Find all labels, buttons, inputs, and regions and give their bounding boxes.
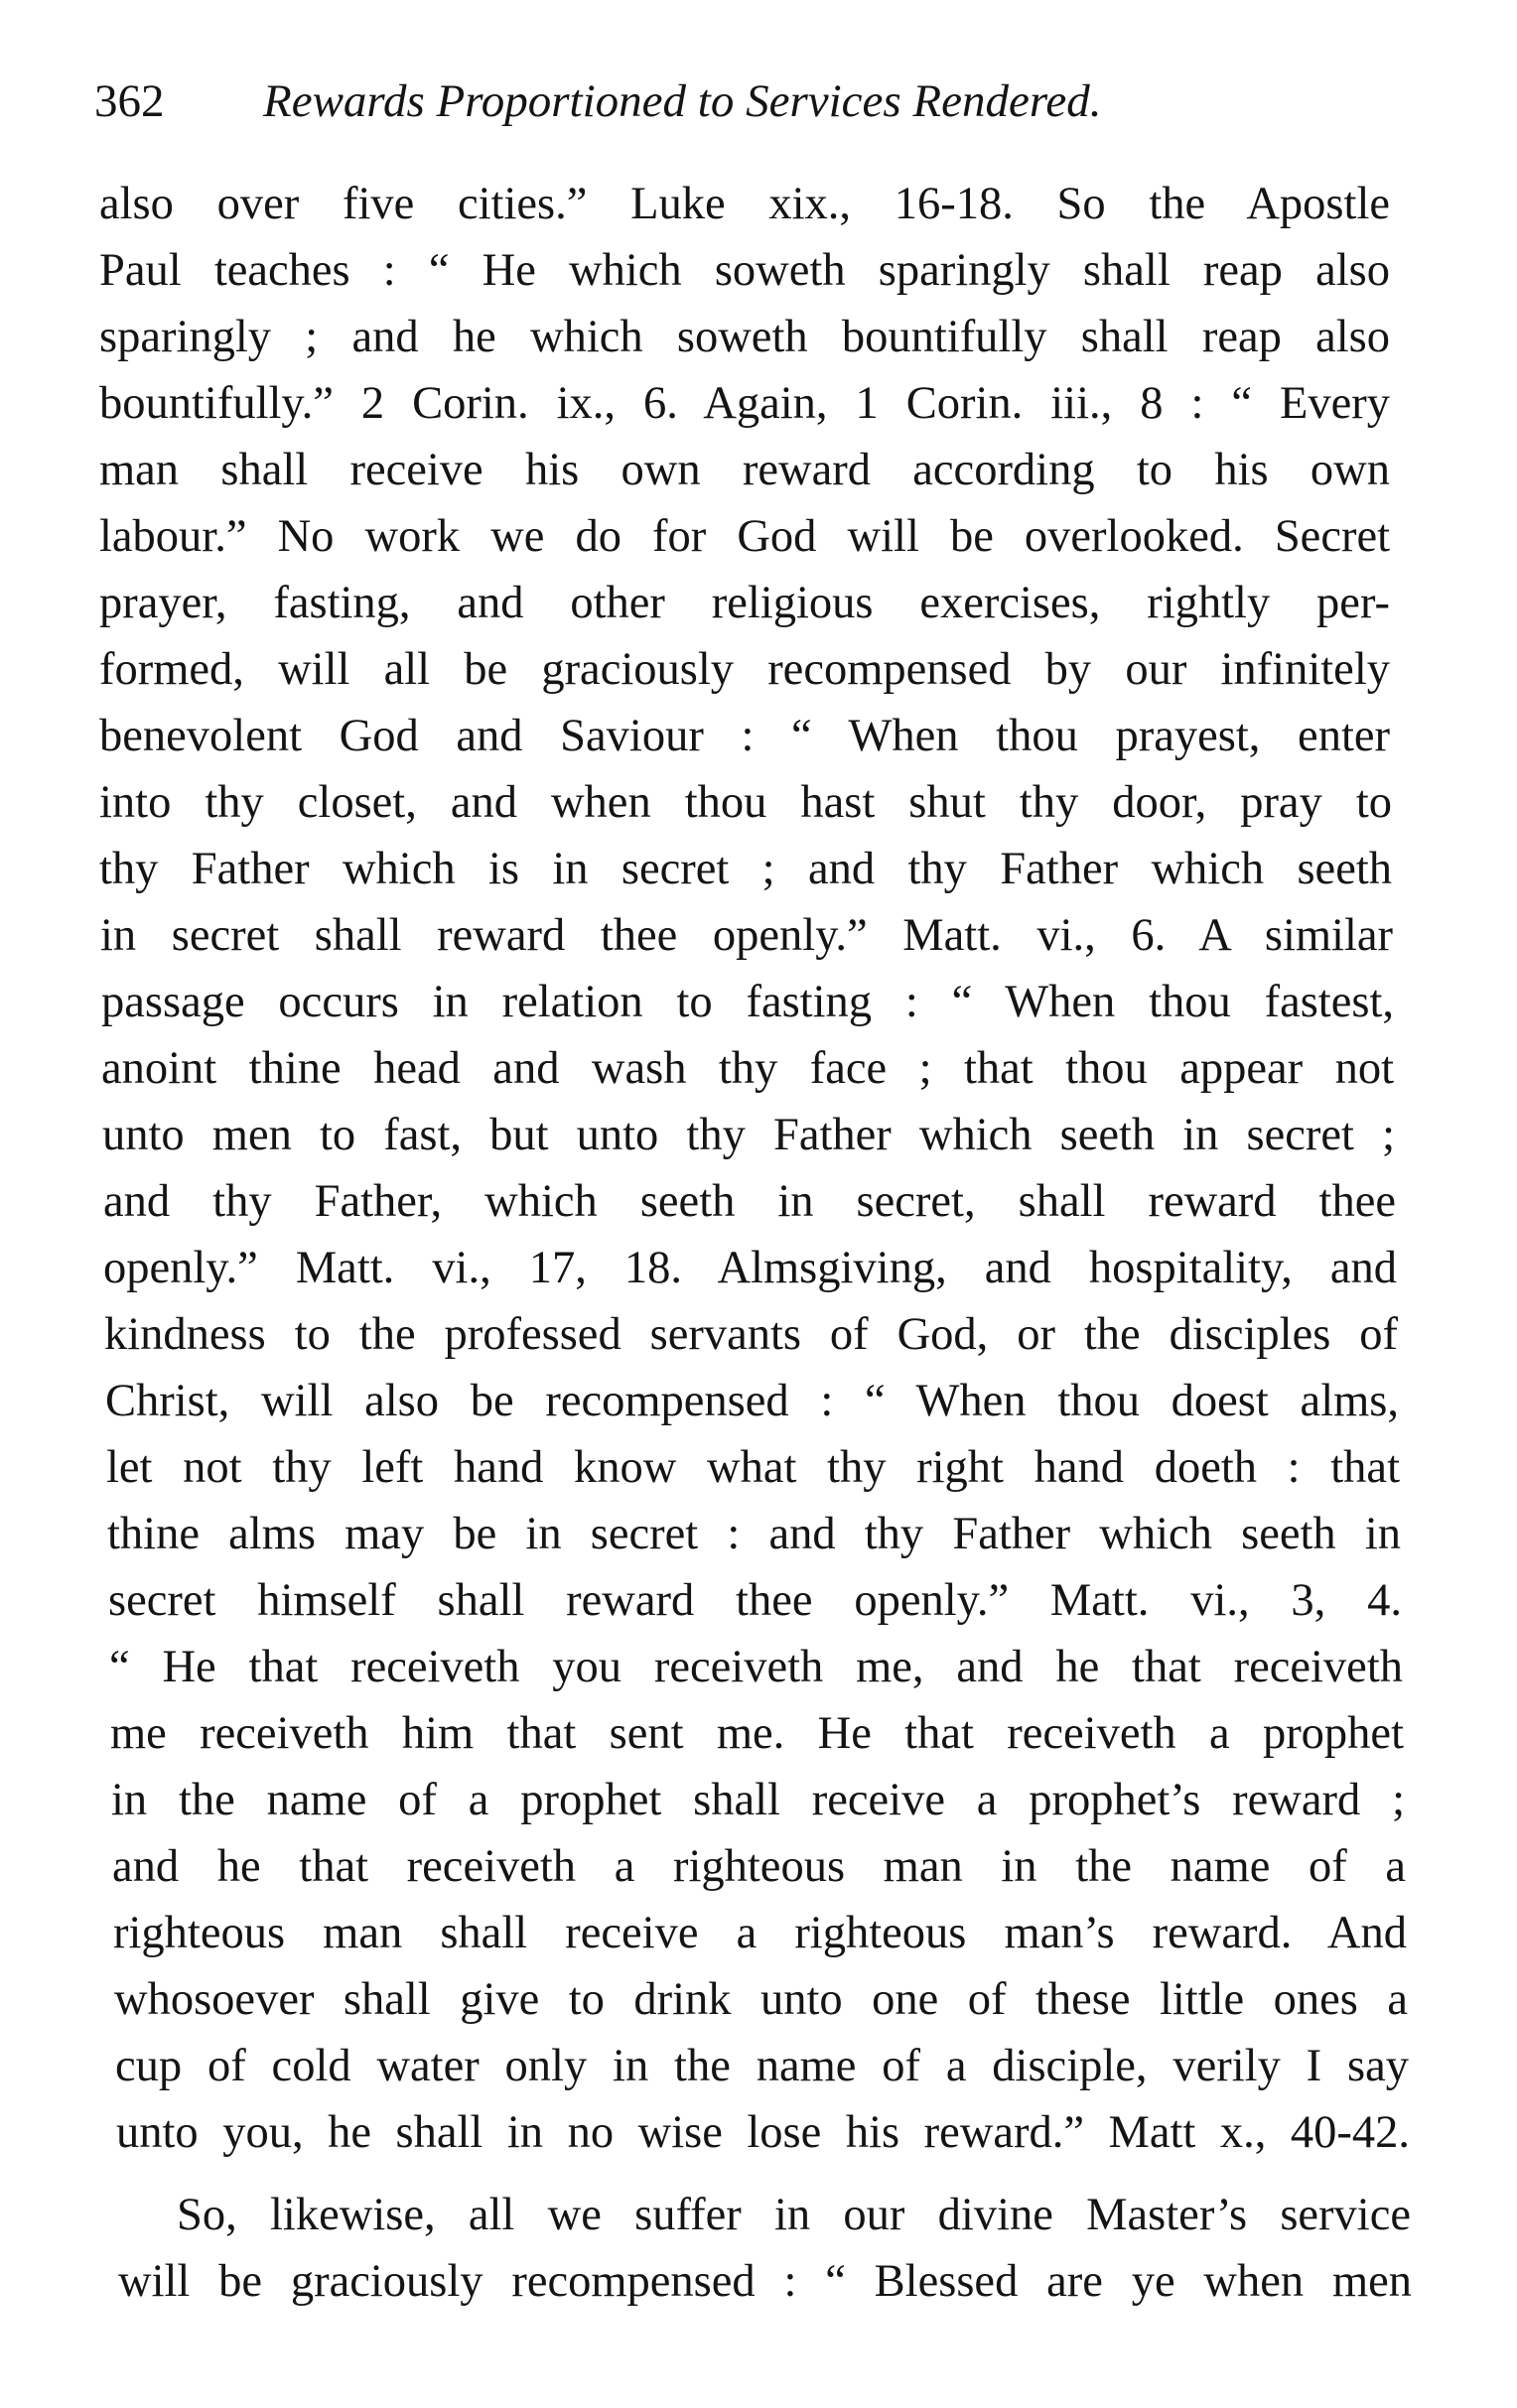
text-line: and he that receiveth a righteous man in the name of a <box>112 1841 1406 1892</box>
text-line: prayer, fasting, and other religious exercises, rightly per- <box>99 578 1390 628</box>
text-line: me receiveth him that sent me. He that receiveth a prophet <box>110 1708 1404 1759</box>
text-line: and thy Father, which seeth in secret, shall reward thee <box>103 1176 1396 1227</box>
text-line: kindness to the professed servants of God, or the disciples of <box>104 1309 1398 1360</box>
text-line: man shall receive his own reward according to his own <box>99 445 1390 495</box>
text-line: benevolent God and Saviour : “ When thou prayest, enter <box>99 711 1390 761</box>
text-line: in the name of a prophet shall receive a prophet’s reward ; <box>111 1775 1405 1825</box>
text-line: openly.” Matt. vi., 17, 18. Almsgiving, and hospitality, and <box>103 1243 1397 1293</box>
text-line: thine alms may be in secret : and thy Father which seeth in <box>107 1509 1401 1559</box>
text-line: Paul teaches : “ He which soweth sparingly shall reap also <box>99 245 1390 296</box>
text-line: Christ, will also be recompensed : “ When thou doest alms, <box>105 1376 1399 1426</box>
text-line: whosoever shall give to drink unto one of these little ones a <box>114 1974 1408 2025</box>
text-line: So, likewise, all we suffer in our divine Master’s service <box>177 2190 1411 2240</box>
text-line: let not thy left hand know what thy right hand doeth : that <box>106 1442 1400 1493</box>
page-number: 362 <box>94 75 165 127</box>
text-line: “ He that receiveth you receiveth me, and he that receiveth <box>109 1642 1403 1692</box>
text-line: passage occurs in relation to fasting : “ When thou fastest, <box>101 977 1394 1027</box>
text-line: cup of cold water only in the name of a disciple, verily I say <box>115 2041 1409 2091</box>
text-line: also over five cities.” Luke xix., 16-18. So the Apostle <box>99 179 1390 229</box>
text-line: thy Father which is in secret ; and thy Father which seeth <box>99 844 1392 894</box>
text-line: bountifully.” 2 Corin. ix., 6. Again, 1 Corin. iii., 8 : “ Every <box>99 378 1390 429</box>
text-line: righteous man shall receive a righteous man’s reward. And <box>113 1908 1407 1958</box>
text-line: in secret shall reward thee openly.” Matt. vi., 6. A similar <box>100 910 1393 961</box>
text-line: labour.” No work we do for God will be overlooked. Secret <box>99 511 1390 562</box>
text-line: secret himself shall reward thee openly.” Matt. vi., 3, 4. <box>108 1575 1402 1626</box>
text-line: unto you, he shall in no wise lose his reward.” Matt x., 40-42. <box>116 2107 1410 2158</box>
running-head <box>94 71 1415 131</box>
text-line: unto men to fast, but unto thy Father which seeth in secret ; <box>102 1110 1395 1160</box>
text-line: will be graciously recompensed : “ Blessed are ye when men <box>118 2256 1412 2307</box>
text-line: into thy closet, and when thou hast shut thy door, pray to <box>99 777 1392 828</box>
running-title: Rewards Proportioned to Services Rendered. <box>263 75 1102 127</box>
text-line: sparingly ; and he which soweth bountifully shall reap also <box>99 312 1390 362</box>
text-line: anoint thine head and wash thy face ; that thou appear not <box>101 1043 1394 1094</box>
text-line: formed, will all be graciously recompensed by our infinitely <box>99 644 1390 695</box>
